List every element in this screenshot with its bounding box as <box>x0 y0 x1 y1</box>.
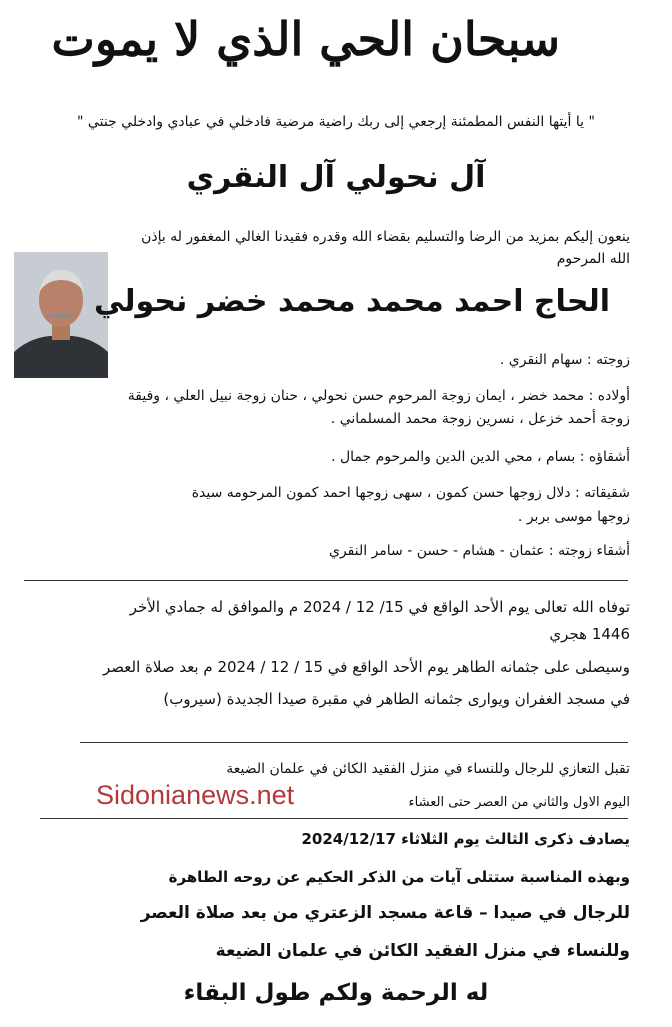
brothers-line: أشقاؤه : بسام ، محي الدين الدين والمرحوم جمال . <box>331 449 630 465</box>
family-name: آل نحولي آل النقري <box>186 160 486 195</box>
third-day-line-3: للرجال في صيدا – قاعة مسجد الزعتري من بعد صلاة العصر <box>140 903 630 923</box>
wife-line: زوجته : سهام النقري . <box>499 352 630 368</box>
children-line-2: زوجة أحمد خزعل ، نسرين زوجة محمد المسلماني . <box>330 411 630 427</box>
sisters-line-2: زوجها موسى بربر . <box>517 509 630 525</box>
divider <box>80 742 628 743</box>
funeral-line-2: في مسجد الغفران ويوارى جثمانه الطاهر في مقبرة صيدا الجديدة (سيروب) <box>163 690 630 708</box>
third-day-line-4: وللنساء في منزل الفقيد الكائن في علمان الضيعة <box>215 941 630 961</box>
divider <box>40 818 628 819</box>
death-line-2: 1446 هجري <box>549 625 630 643</box>
intro-text: ينعون إليكم بمزيد من الرضا والتسليم بقضاء الله وقدره فقيدنا الغالي المغفور له بإذن الله المرحوم <box>141 229 630 267</box>
watermark-sidonianews: Sidonianews.net <box>96 780 295 810</box>
condolences-line-2: اليوم الاول والثاني من العصر حتى العشاء <box>408 795 630 810</box>
funeral-line-1: وسيصلى على جثمانه الطاهر يوم الأحد الواقع في 15 / 12 / 2024 م بعد صلاة العصر <box>102 658 630 676</box>
third-day-line-2: وبهذه المناسبة ستتلى آيات من الذكر الحكيم عن روحه الطاهرة <box>168 868 630 886</box>
deceased-name: الحاج احمد محمد محمد خضر نحولي <box>93 284 610 319</box>
condolences-line-1: تقبل التعازي للرجال وللنساء في منزل الفقيد الكائن في علمان الضيعة <box>226 761 630 777</box>
sisters-line-1: شقيقاته : دلال زوجها حسن كمون ، سهى زوجها احمد كمون المرحومه سيدة <box>191 485 630 501</box>
wife-brothers-line: أشقاء زوجته : عثمان - هشام - حسن - سامر النقري <box>328 543 630 559</box>
quran-verse: " يا أيتها النفس المطمئنة إرجعي إلى ربك راضية مرضية فادخلي في عبادي وادخلي جنتي " <box>77 114 595 130</box>
third-day-line-1: يصادف ذكرى الثالث يوم الثلاثاء 2024/12/17 <box>301 830 630 848</box>
closing-line: له الرحمة ولكم طول البقاء <box>183 980 489 1006</box>
divider <box>24 580 628 581</box>
children-line-1: أولاده : محمد خضر ، ايمان زوجة المرحوم حسن نحولي ، حنان زوجة نبيل العلي ، وفيقة <box>127 388 630 404</box>
headline-calligraphy: سبحان الحي الذي لا يموت <box>51 12 560 66</box>
death-line-1: توفاه الله تعالى يوم الأحد الواقع في 15/ 12 / 2024 م والموافق له جمادي الأخر <box>129 598 630 616</box>
